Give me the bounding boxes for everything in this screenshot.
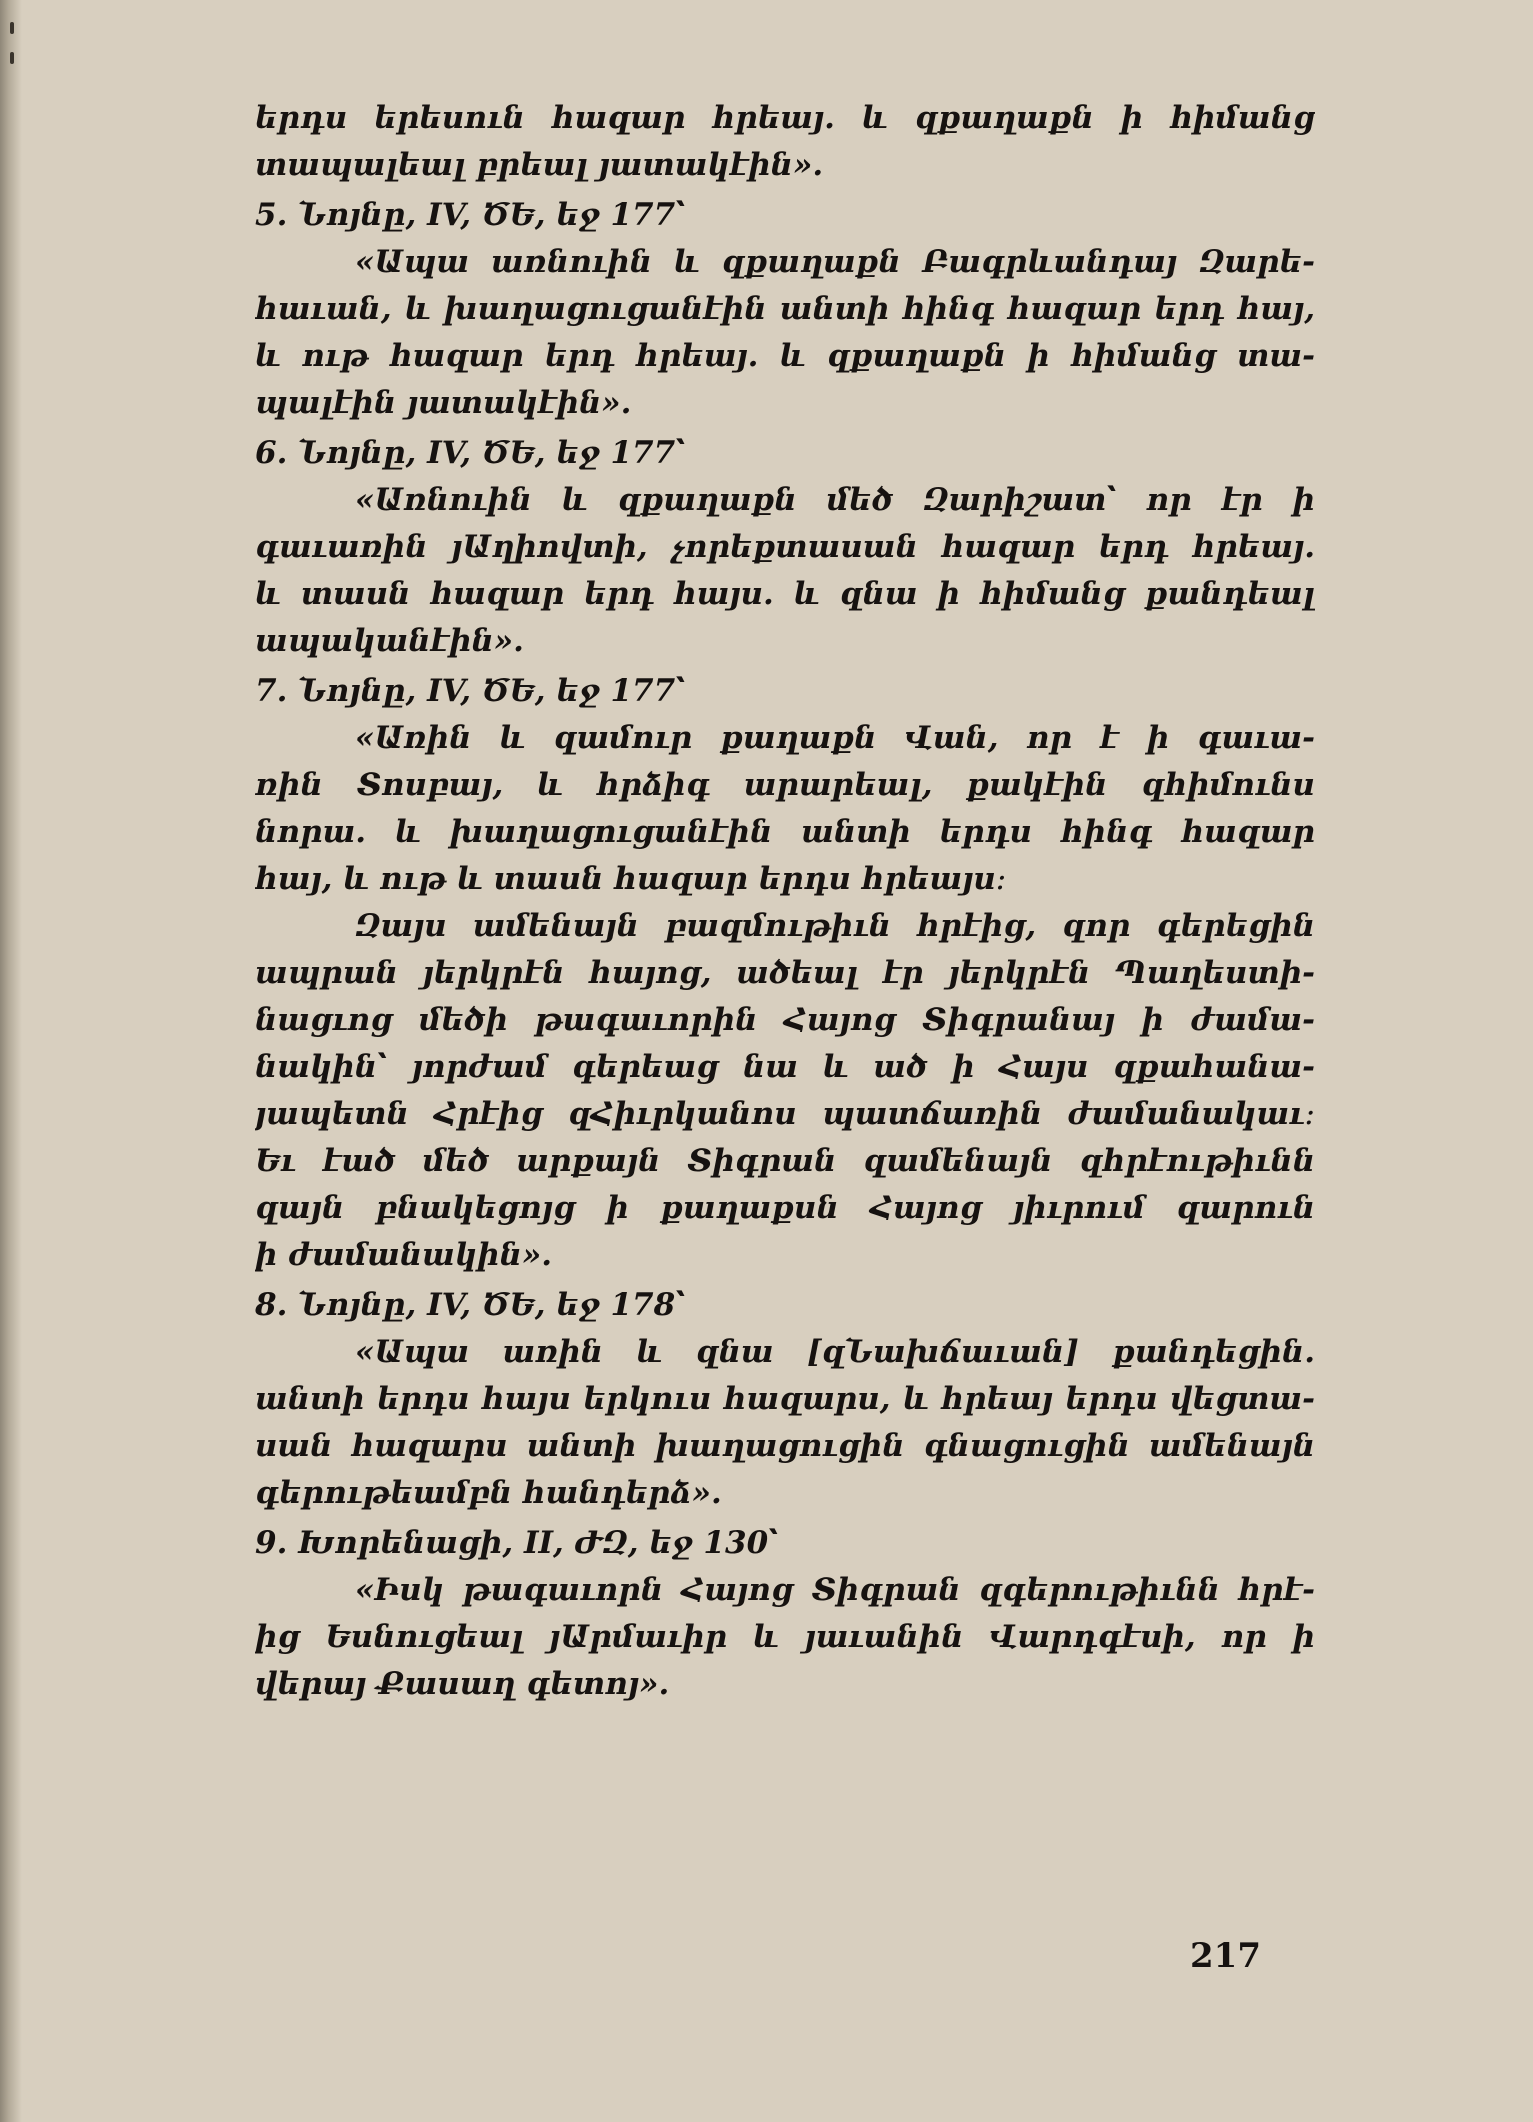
quote-line: յապետն Հրէից զՀիւրկանոս պատճառին ժամանակաւ։	[255, 1096, 1315, 1132]
quote-line: նակին՝ յորժամ գերեաց նա և ած ի Հայս զքահանա-	[255, 1049, 1315, 1085]
quote-line: պալէին յատակէին».	[255, 385, 632, 421]
quote-line: և ութ հազար երդ հրեայ. և զքաղաքն ի հիմանց տա-	[255, 338, 1315, 374]
page-binding-edge	[0, 0, 22, 2122]
citation-heading: 9. Խորենացի, II, ԺԶ, եջ 130՝	[255, 1525, 779, 1561]
quote-line: գաւառին յԱղիովտի, չորեքտասան հազար երդ հրեայ.	[255, 529, 1315, 565]
quote-line: ի ժամանակին».	[255, 1237, 553, 1273]
quote-line: ռին Տոսբայ, և հրձիգ արարեալ, քակէին զհիմունս	[255, 767, 1315, 803]
quote-line: «Առնուին և զքաղաքն մեծ Զարիշատ՝ որ էր ի	[355, 482, 1315, 518]
quote-line: վերայ Քասաղ գետոյ».	[255, 1666, 670, 1702]
quote-line: «Իսկ թագաւորն Հայոց Տիգրան զգերութիւնն հրէ-	[355, 1572, 1315, 1608]
quote-line: Զայս ամենայն բազմութիւն հրէից, զոր գերեցին	[355, 908, 1315, 944]
quote-line: անտի երդս հայս երկուս հազարս, և հրեայ երդս վեցտա-	[255, 1381, 1315, 1417]
quote-line: «Ապա առին և զնա [զՆախճաւան] քանդեցին.	[355, 1334, 1315, 1370]
text-line: տապալեալ բրեալ յատակէին».	[255, 147, 824, 183]
quote-line: հայ, և ութ և տասն հազար երդս հրեայս։	[255, 861, 1007, 897]
citation-heading: 5. Նոյնը, IV, ԾԵ, եջ 177՝	[255, 197, 686, 233]
binding-mark	[10, 22, 14, 34]
quote-line: զայն բնակեցոյց ի քաղաքսն Հայոց յիւրում զարուն	[255, 1190, 1315, 1226]
quote-line: Եւ էած մեծ արքայն Տիգրան զամենայն զհրէութիւնն	[255, 1143, 1315, 1179]
quote-line: ապրան յերկրէն հայոց, ածեալ էր յերկրէն Պաղեստի-	[255, 955, 1315, 991]
quote-line: գերութեամբն հանդերձ».	[255, 1475, 722, 1511]
quote-line: ապականէին».	[255, 623, 524, 659]
quote-line: ից Եսնուցեալ յԱրմաւիր և յաւանին Վարդգէսի, որ ի	[255, 1619, 1315, 1655]
quote-line: և տասն հազար երդ հայս. և զնա ի հիմանց քանդեալ	[255, 576, 1315, 612]
quote-line: նորա. և խաղացուցանէին անտի երդս հինգ հազար	[255, 814, 1315, 850]
quote-line: «Առին և զամուր քաղաքն Վան, որ է ի գաւա-	[355, 720, 1315, 756]
binding-mark	[10, 52, 14, 64]
page-text	[255, 95, 1315, 1708]
quote-line: սան հազարս անտի խաղացուցին գնացուցին ամենայն	[255, 1428, 1315, 1464]
quote-line: հաւան, և խաղացուցանէին անտի հինգ հազար երդ հայ,	[255, 291, 1315, 327]
text-line: երդս երեսուն հազար հրեայ. և զքաղաքն ի հիմանց	[255, 100, 1315, 136]
citation-heading: 8. Նոյնը, IV, ԾԵ, եջ 178՝	[255, 1287, 686, 1323]
citation-heading: 7. Նոյնը, IV, ԾԵ, եջ 177՝	[255, 673, 686, 709]
citation-heading: 6. Նոյնը, IV, ԾԵ, եջ 177՝	[255, 435, 686, 471]
page-number: 217	[1190, 1936, 1261, 1976]
quote-line: «Ապա առնուին և զքաղաքն Բագրևանդայ Զարե-	[355, 244, 1315, 280]
quote-line: նացւոց մեծի թագաւորին Հայոց Տիգրանայ ի ժամա-	[255, 1002, 1315, 1038]
